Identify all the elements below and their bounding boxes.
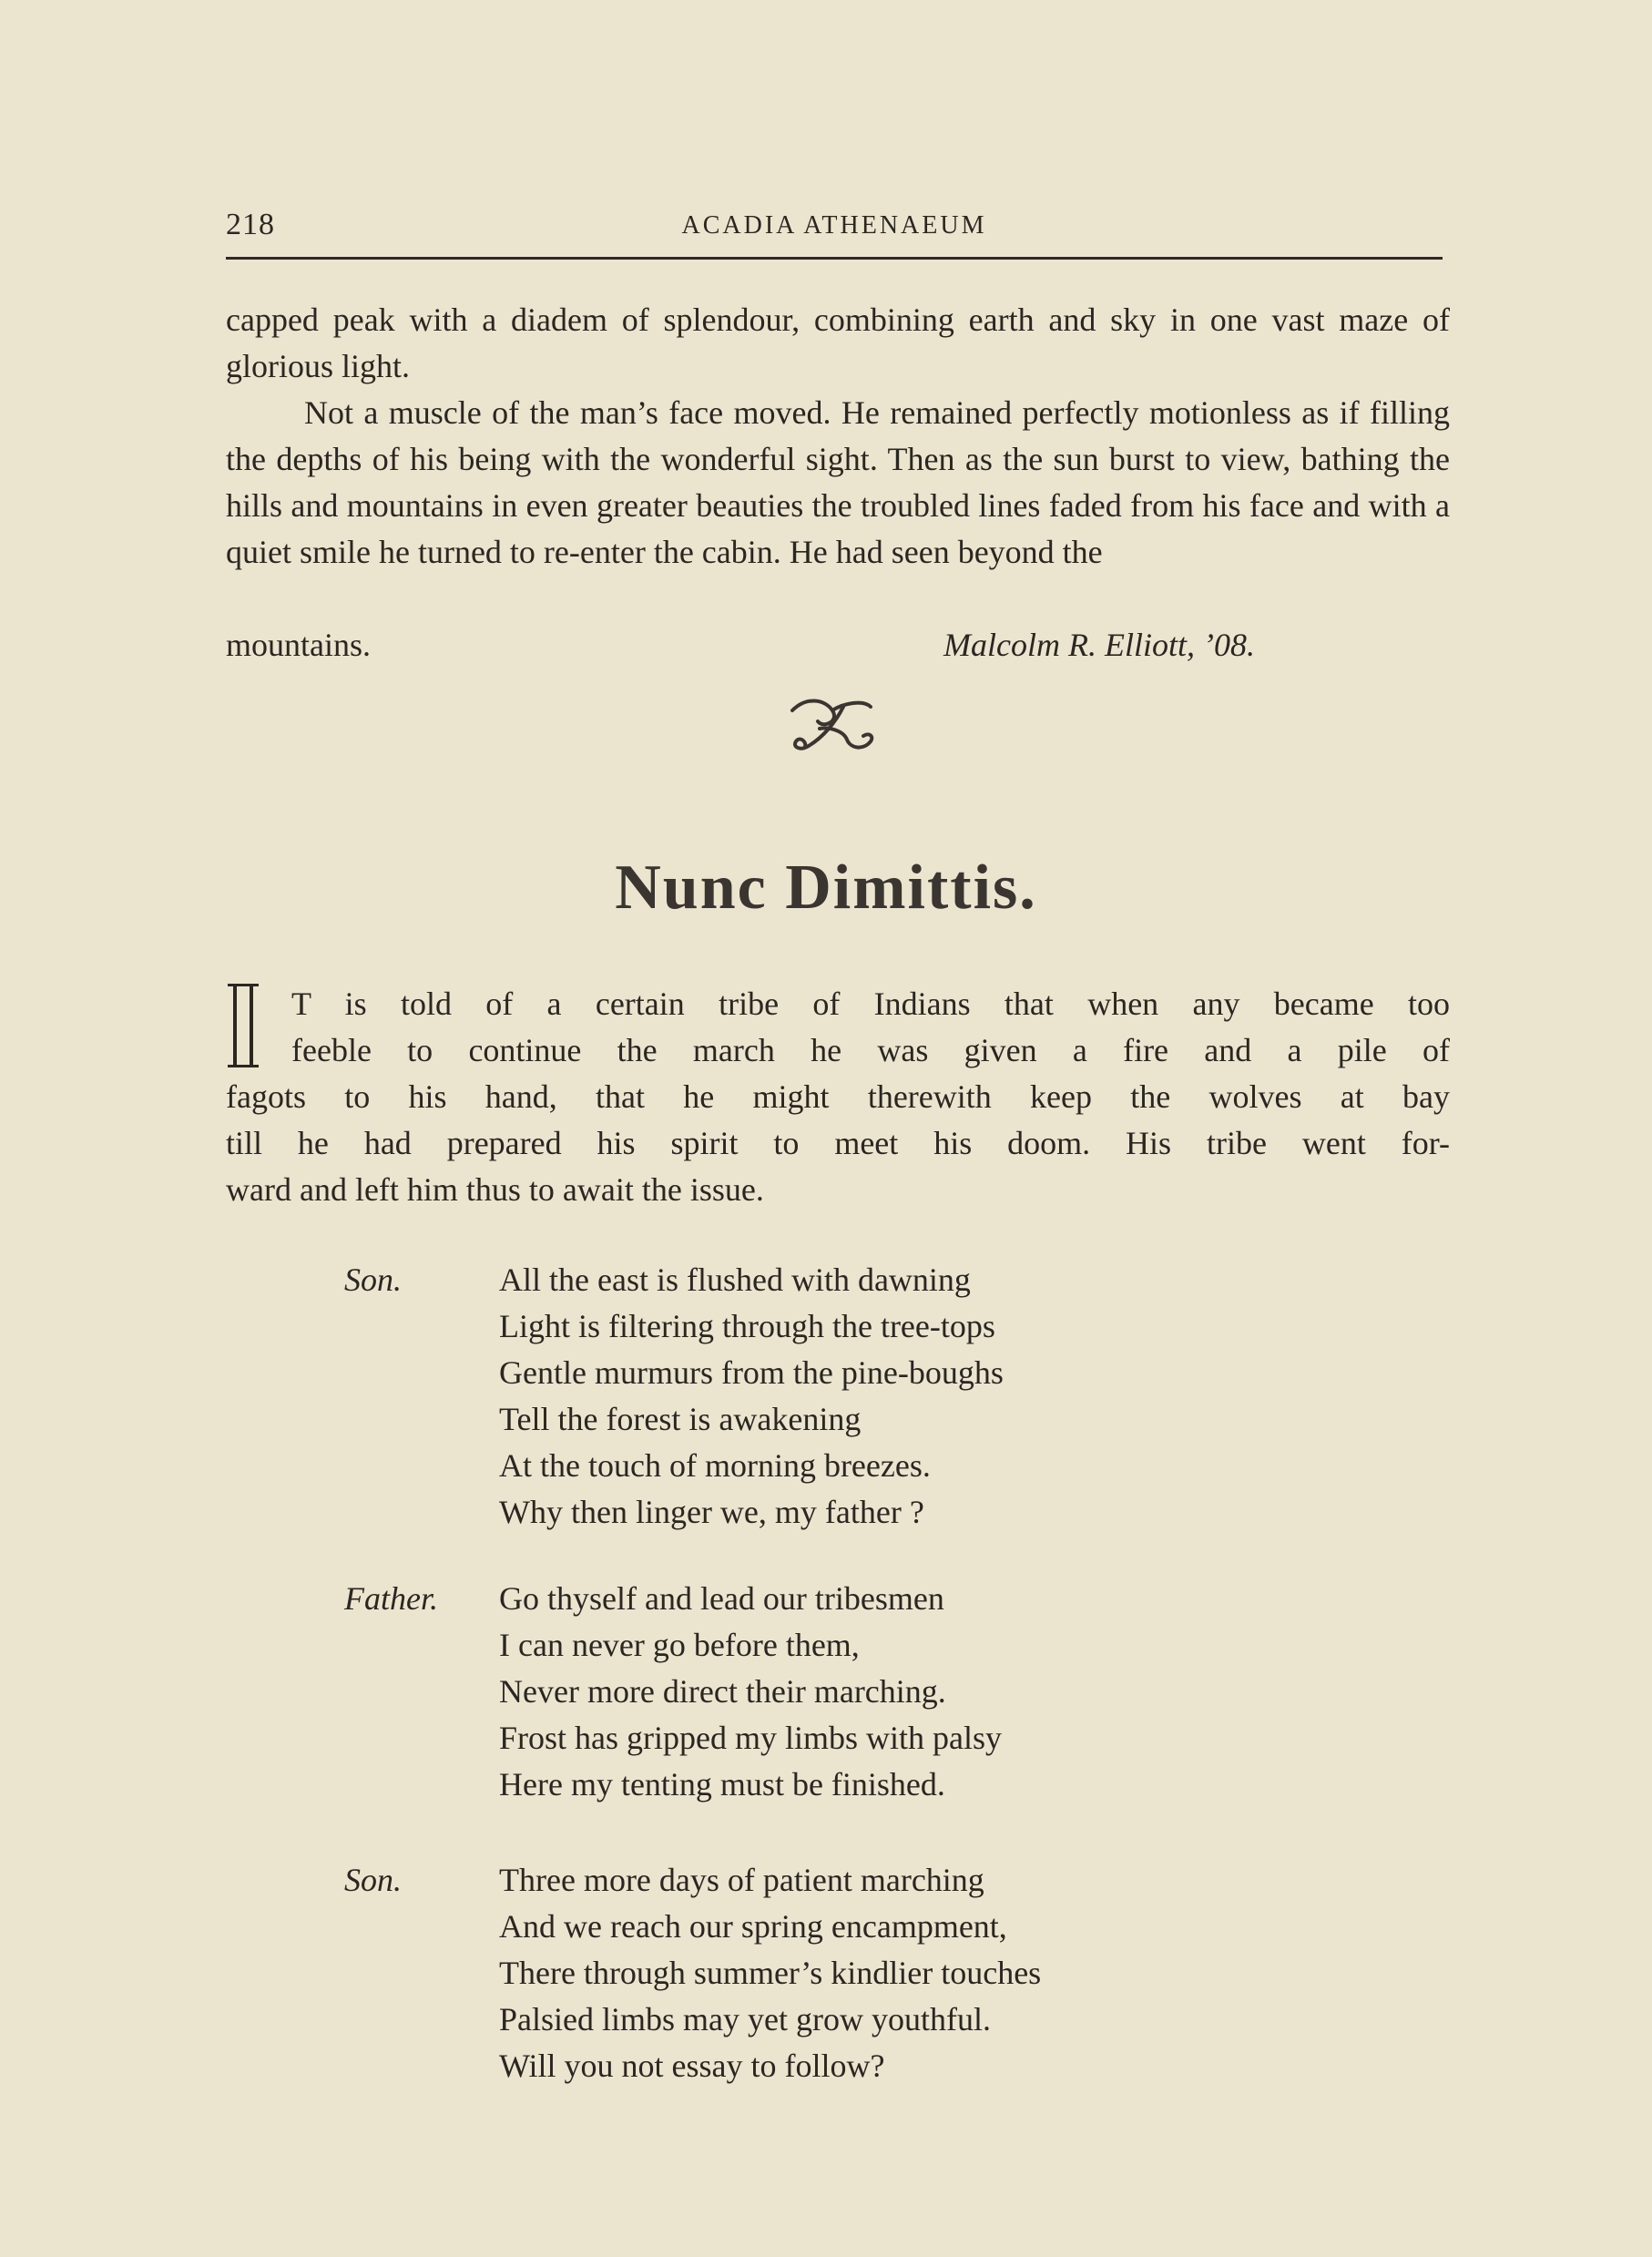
stanza-lines	[499, 1257, 1004, 1536]
speaker-label: Father.	[344, 1580, 438, 1617]
page-header	[226, 208, 1443, 253]
verse-line: Will you not essay to follow?	[499, 2048, 885, 2084]
page-number: 218	[226, 208, 275, 241]
continuation-paragraph-2: Not a muscle of the man’s face moved. He remained perfectly motionless as if filling the depths of his being with the wonderful sight. Then as the sun burst to view, bathing the hills and mountains in even greater beauties the troubled lines faded from his face and with a quiet smile he turned to re-enter the cabin. He had seen beyond the	[226, 394, 1450, 570]
verse-line: Gentle murmurs from the pine-boughs	[499, 1354, 1004, 1391]
verse-line: Light is filtering through the tree-tops	[499, 1308, 995, 1344]
verse-line: I can never go before them,	[499, 1627, 860, 1663]
intro-line: fagots to his hand, that he might therewith keep the wolves at bay	[226, 1078, 1450, 1115]
poem-title: Nunc Dimittis.	[615, 853, 1037, 923]
verse-line: Palsied limbs may yet grow youthful.	[499, 2001, 991, 2037]
continuation-paragraph-1: capped peak with a diadem of splendour, combining earth and sky in one vast maze of glorious light.	[226, 301, 1450, 384]
header-rule	[226, 257, 1443, 260]
speaker-label: Son.	[344, 1261, 402, 1298]
verse-line: There through summer’s kindlier touches	[499, 1955, 1042, 1991]
verse-line: Three more days of patient marching	[499, 1862, 984, 1898]
verse-line: Why then linger we, my father ?	[499, 1494, 924, 1530]
stanza-lines	[499, 1857, 1041, 2089]
stanza-lines	[499, 1576, 1002, 1808]
closing-word: mountains.	[226, 627, 371, 663]
intro-line: ward and left him thus to await the issue.	[226, 1171, 764, 1208]
author-signature: Malcolm R. Elliott, ’08.	[943, 627, 1255, 663]
verse-line: Never more direct their marching.	[499, 1673, 946, 1710]
verse-line: At the touch of morning breezes.	[499, 1447, 931, 1484]
verse-line: Go thyself and lead our tribesmen	[499, 1580, 944, 1617]
verse-line: And we reach our spring encampment,	[499, 1908, 1007, 1945]
intro-line: till he had prepared his spirit to meet his doom. His tribe went for-	[226, 1125, 1450, 1161]
intro-line: T is told of a certain tribe of Indians that when any became too	[291, 986, 1450, 1022]
verse-line: Tell the forest is awakening	[499, 1401, 862, 1437]
speaker-label: Son.	[344, 1862, 402, 1898]
poem-introduction	[226, 981, 1450, 1213]
verse-line: All the east is flushed with dawning	[499, 1261, 971, 1298]
verse-line: Here my tenting must be finished.	[499, 1766, 945, 1803]
verse-line: Frost has gripped my limbs with palsy	[499, 1720, 1002, 1756]
section-ornament-icon	[780, 690, 880, 763]
running-title: ACADIA ATHENAEUM	[681, 211, 987, 240]
intro-line: feeble to continue the march he was given a fire and a pile of	[291, 1032, 1450, 1068]
